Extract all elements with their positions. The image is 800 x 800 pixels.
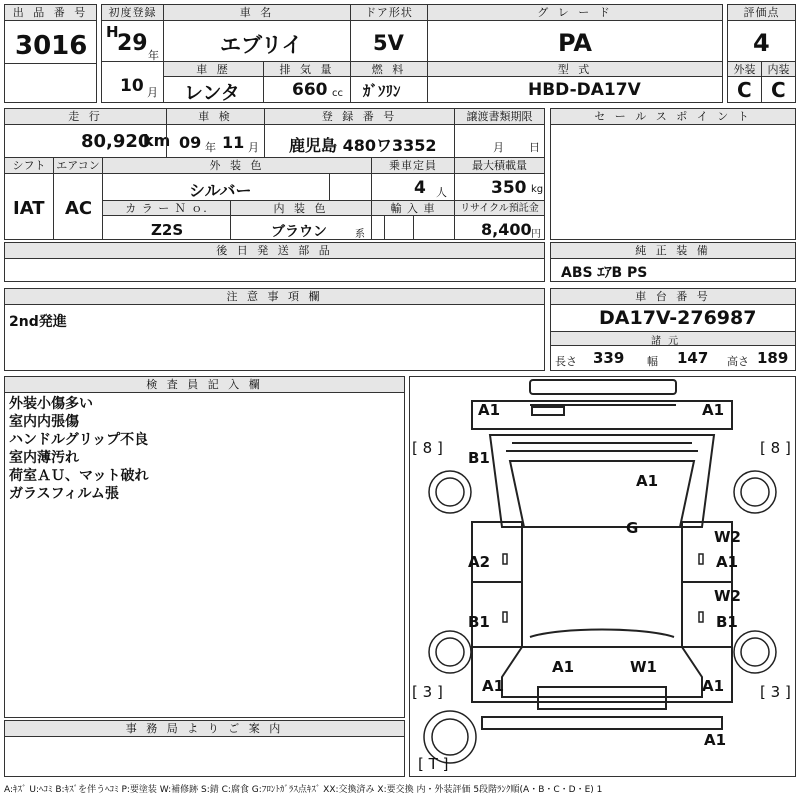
lot-number-label: 出 品 番 号 [5,5,96,21]
fuel: ｶﾞｿﾘﾝ [363,82,401,100]
aircon-label: エアコン [54,158,102,174]
model-label: 型 式 [428,62,722,77]
registration-month: 10 [120,76,144,96]
damage-mark: A1 [704,731,727,749]
exterior-label: 外装 [728,62,761,77]
first-registration-label: 初度登録 [102,5,163,21]
shift-label: シフト [5,158,53,174]
inspection-box [166,108,265,158]
fuel-box [350,61,428,103]
displacement-box [263,61,351,103]
mileage-unit: km [143,131,171,150]
width: 147 [677,349,709,367]
tire-spare: [ T ] [418,755,449,773]
sales-point-box [550,108,796,240]
color-number: Z2S [151,221,184,239]
tire-front-left: [ 8 ] [412,439,443,457]
exterior-color: シルバー [189,181,252,200]
car-outline [410,377,795,776]
color-no-box [102,200,231,240]
inspector-notes [9,395,148,503]
month-unit: 月 [147,86,160,99]
grade-label: グ レ ー ド [428,5,722,21]
tire-rear-left: [ 3 ] [412,683,443,701]
chassis-label: 車 台 番 号 [551,289,795,305]
inspector-note: 室内薄汚れ [9,450,79,466]
transfer-label: 譲渡書類期限 [455,109,544,125]
first-registration-box [101,4,164,62]
damage-mark: A1 [702,677,725,695]
equipment-label: 純 正 装 備 [551,243,795,259]
chassis-number: DA17V-276987 [599,307,757,329]
interior-grade: C [771,78,786,102]
import-box [371,200,455,240]
int-color-box [230,200,372,240]
damage-mark: B1 [468,449,490,467]
registration-year: 29 [117,31,148,56]
exterior-grade: C [737,78,752,102]
first-registration-month-box [101,61,164,103]
lot-divider [5,63,96,64]
notes-text: 2nd発進 [9,314,67,330]
width-label: 幅 [647,355,658,368]
damage-mark: A1 [482,677,505,695]
damage-mark: A1 [636,472,659,490]
int-color-unit: 系 [355,229,365,240]
year-unit: 年 [148,49,161,62]
capacity-box [371,157,455,201]
displacement-label: 排 気 量 [264,62,350,77]
inspector-label: 検 査 員 記 入 欄 [5,377,404,393]
load-label: 最大積載量 [455,158,544,174]
length-label: 長さ [555,355,577,368]
door-box [350,4,428,62]
displacement-unit: cc [332,88,343,99]
inspector-note: ガラスフィルム張 [9,486,119,502]
damage-mark: B1 [468,613,490,631]
import-divider [384,216,385,240]
damage-mark: A2 [468,553,491,571]
later-parts-label: 後 日 発 送 部 品 [5,243,544,259]
import-label: 輸 入 車 [372,201,454,216]
transfer-month-unit: 月 [493,141,506,154]
era-letter: H [106,23,119,41]
aircon: AC [65,198,93,219]
inspection-label: 車 検 [167,109,264,125]
recycle-deposit: 8,400 [481,220,532,239]
plate-box [264,108,455,158]
max-load: 350 [491,178,527,198]
damage-mark: W2 [714,587,741,605]
vehicle-history: レンタ [184,82,240,104]
recycle-label: リサイクル預託金 [455,201,544,216]
damage-mark: G [626,519,639,537]
ext-color-divider [329,174,330,201]
lot-number: 3016 [15,31,88,61]
interior-label: 内装 [762,62,795,77]
inspection-year: 09 [179,133,202,152]
grade: PA [558,29,592,57]
equipment-box [550,242,796,282]
registration-plate: 鹿児島 480ワ3352 [289,136,437,155]
import-divider-2 [413,216,414,240]
inspector-note: 室内内張傷 [9,414,79,430]
inspector-note: 荷室ＡＵ、マット破れ [9,468,149,484]
damage-mark: B1 [716,613,738,631]
lot-number-box [4,4,97,103]
office-box [4,720,405,777]
capacity: 4 [414,178,426,198]
load-box [454,157,545,201]
door-type: 5V [373,31,404,55]
plate-label: 登 録 番 号 [265,109,454,125]
legend: A:ｷｽﾞ U:ﾍｺﾐ B:ｷｽﾞを伴うﾍｺﾐ P:要塗装 W:補修跡 S:錆 C:腐食 G:ﾌﾛﾝﾄｶﾞﾗｽ点ｷｽﾞ XX:交換済み X:要交換 内・外装評価 5段階ﾗﾝｸ順(A・B・C・D・E) 1 [4,785,603,795]
height: 189 [757,349,789,367]
capacity-label: 乗車定員 [372,158,454,174]
grade-box [427,4,723,62]
history-box [163,61,264,103]
aircon-box [53,157,103,240]
door-label: ドア形状 [351,5,427,21]
damage-mark: A1 [552,658,575,676]
car-diagram [409,376,796,777]
mileage-box [4,108,171,158]
inspection-year-unit: 年 [205,141,218,154]
mileage: 80,920 [81,131,151,152]
fuel-label: 燃 料 [351,62,427,77]
height-label: 高さ [727,355,749,368]
chassis-box [550,288,796,371]
interior-box [761,61,796,103]
history-label: 車 歴 [164,62,263,77]
evaluation-score: 4 [753,29,770,57]
damage-mark: W2 [714,528,741,546]
notes-label: 注 意 事 項 欄 [5,289,544,305]
notes-box [4,288,545,371]
int-color-label: 内 装 色 [231,201,371,216]
inspector-note: 外装小傷多い [9,396,93,412]
shift: IAT [13,198,45,219]
car-name-box [163,4,351,62]
inspector-note: ハンドルグリップ不良 [9,432,149,448]
load-unit: kg [531,184,544,195]
recycle-box [454,200,545,240]
later-parts-box [4,242,545,282]
ext-color-label: 外 装 色 [103,158,371,174]
inspector-box [4,376,405,718]
office-label: 事 務 局 よ り ご 案 内 [5,721,404,737]
equipment: ABS ｴｱB PS [561,265,648,281]
exterior-box [727,61,762,103]
dims-label: 諸 元 [651,336,681,347]
score-label: 評価点 [728,5,795,21]
displacement: 660 [292,80,328,100]
interior-color: ブラウン [271,224,327,240]
tire-rear-right: [ 3 ] [760,683,791,701]
tire-front-right: [ 8 ] [760,439,791,457]
ext-color-box [102,157,372,201]
transfer-box [454,108,545,158]
mileage-label: 走 行 [5,109,166,125]
damage-mark: A1 [716,553,739,571]
inspection-month-unit: 月 [248,141,261,154]
transfer-day-unit: 日 [529,141,542,154]
length: 339 [593,349,625,367]
car-name-label: 車 名 [164,5,350,21]
recycle-unit: 円 [531,229,541,240]
car-name: エブリイ [220,33,303,57]
damage-mark: W1 [630,658,657,676]
inspection-month: 11 [222,133,245,152]
damage-mark: A1 [702,401,725,419]
sales-point-label: セ ー ル ス ポ イ ン ト [551,109,795,125]
damage-mark: A1 [478,401,501,419]
color-no-label: カ ラ ー Ｎ ｏ. [103,201,230,216]
score-box [727,4,796,62]
shift-box [4,157,54,240]
model-box [427,61,723,103]
model-code: HBD-DA17V [528,80,641,100]
capacity-unit: 人 [436,186,449,199]
